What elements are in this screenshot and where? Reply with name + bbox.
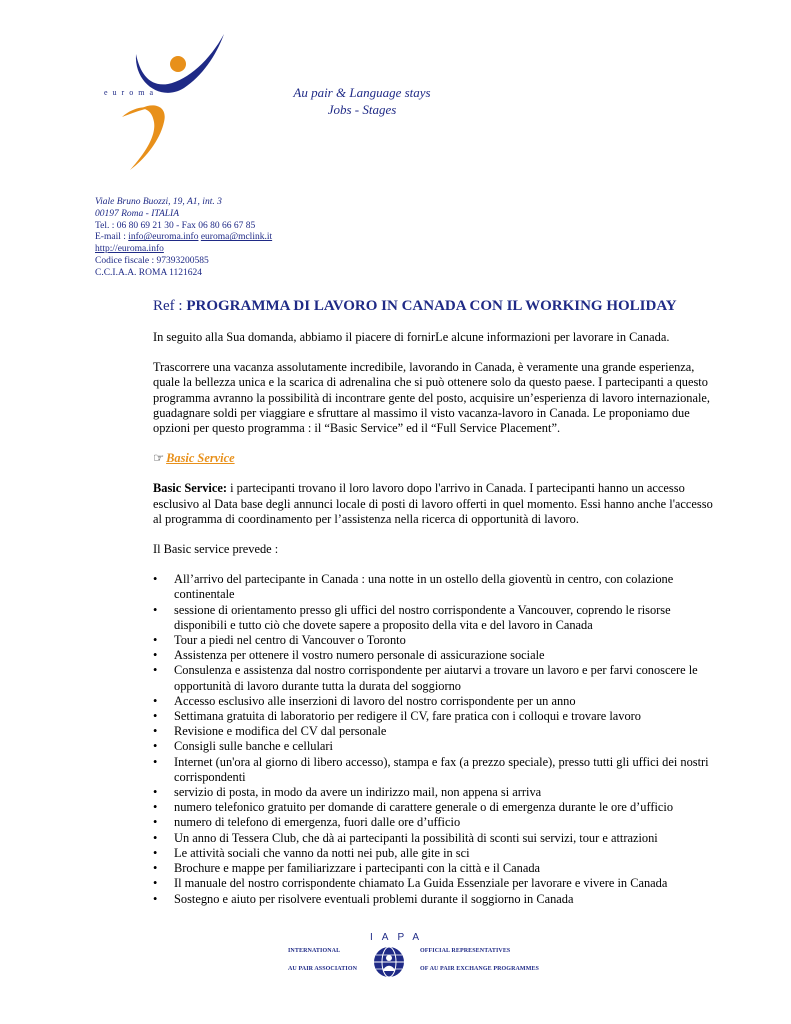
letter-body bbox=[153, 296, 713, 907]
bullet-icon: • bbox=[153, 663, 158, 678]
list-item: • Accesso esclusivo alle inserzioni di lavoro del nostro corrispondente per un anno bbox=[153, 693, 576, 708]
bullet-icon: • bbox=[153, 602, 158, 617]
bullet-icon: • bbox=[153, 572, 158, 587]
basic-service-text: i partecipanti trovano il loro lavoro dopo l'arrivo in Canada. I partecipanti hanno un accesso esclusivo al Data base degli annunci locale di posti di lavoro offerti in quel momento. Essi hanno anche l'accesso al programma di coordinamento per l’assistenza nella ricerca di opportunità di lavoro. bbox=[153, 481, 713, 526]
basic-service-paragraph bbox=[153, 481, 713, 527]
basic-service-heading bbox=[153, 451, 713, 466]
iapa-letters: IAPA bbox=[370, 932, 429, 943]
list-item: • sessione di orientamento presso gli uffici del nostro corrispondente a Vancouver, coprendo le risorse disponibili e tutto ciò che dovete sapere a proposito della vita e del lavoro in Canada bbox=[153, 602, 671, 632]
footer-left-line-2: AU PAIR ASSOCIATION bbox=[288, 966, 358, 972]
website-link[interactable]: http://euroma.info bbox=[95, 244, 164, 255]
bullet-icon: • bbox=[153, 815, 158, 830]
list-item: • Il manuale del nostro corrispondente chiamato La Guida Essenziale per lavorare e vivere in Canada bbox=[153, 876, 668, 891]
footer-left-line-1: INTERNATIONAL bbox=[288, 948, 341, 954]
bullet-icon: • bbox=[153, 633, 158, 648]
email-link-mclink[interactable]: euroma@mclink.it bbox=[200, 232, 273, 243]
list-item: • All’arrivo del partecipante in Canada : una notte in un ostello della gioventù in centro, con colazione continentale bbox=[153, 572, 674, 602]
list-item: • Revisione e modifica del CV dal personale bbox=[153, 724, 387, 739]
bullet-icon: • bbox=[153, 830, 158, 845]
iapa-footer bbox=[280, 928, 560, 984]
list-item: • Sostegno e aiuto per risolvere eventuali problemi durante il soggiorno in Canada bbox=[153, 891, 574, 906]
codice-fiscale: Codice fiscale : 97393200585 bbox=[95, 255, 209, 266]
list-item: • Consulenza e assistenza dal nostro corrispondente per aiutarvi a trovare un lavoro e per farvi conoscere le opportunità di lavoro durante tutta la durata del soggiorno bbox=[153, 663, 698, 693]
euroma-logo bbox=[84, 22, 234, 180]
email-link-info[interactable]: info@euroma.info bbox=[128, 232, 199, 243]
footer-right-line-1: OFFICIAL REPRESENTATIVES bbox=[420, 948, 511, 954]
bullet-icon: • bbox=[153, 845, 158, 860]
list-item: • numero telefonico gratuito per domande di carattere generale o di emergenza durante le ore d’ufficio bbox=[153, 800, 674, 815]
globe-icon bbox=[373, 946, 405, 978]
list-item: • Le attività sociali che vanno da notti nei pub, alle gite in sci bbox=[153, 845, 470, 860]
tagline bbox=[252, 84, 472, 118]
list-item: • Consigli sulle banche e cellulari bbox=[153, 739, 333, 754]
address-street: Viale Bruno Buozzi, 19, A1, int. 3 bbox=[95, 197, 222, 207]
basic-service-lead: Basic Service: bbox=[153, 481, 227, 496]
list-item: • numero di telefono di emergenza, fuori dalle ore d’ufficio bbox=[153, 815, 461, 830]
reference-line bbox=[153, 296, 713, 316]
tagline-line-2: Jobs - Stages bbox=[327, 102, 397, 117]
intro-paragraph: In seguito alla Sua domanda, abbiamo il piacere di fornirLe alcune informazioni per lavorare in Canada. bbox=[153, 330, 670, 344]
ref-label: Ref : bbox=[153, 298, 187, 314]
bullet-icon: • bbox=[153, 709, 158, 724]
description-paragraph: Trascorrere una vacanza assolutamente incredibile, lavorando in Canada, è veramente una grande esperienza, quale la bellezza unica e la scarica di adrenalina che si può ottenere solo da questo paese. I partecipanti a questo programma avranno la possibilità di incontrare gente del posto, acquisire un’esperienza di lavoro internazionale, guadagnare soldi per viaggiare e sfruttare al massimo il visto vacanza-lavoro in Canada. Le proponiamo due opzioni per questo programma : il “Basic Service” ed il “Full Service Placement”. bbox=[153, 360, 711, 436]
ref-subject: PROGRAMMA DI LAVORO IN CANADA CON IL WORKING HOLIDAY bbox=[186, 298, 677, 314]
bullet-icon: • bbox=[153, 754, 158, 769]
provides-line: Il Basic service prevede : bbox=[153, 542, 279, 557]
address-phone: Tel. : 06 80 69 21 30 - Fax 06 80 66 67 85 bbox=[95, 220, 256, 231]
logo-text: euroma bbox=[104, 88, 158, 97]
services-list bbox=[153, 572, 713, 906]
list-item: • servizio di posta, in modo da avere un indirizzo mail, non appena si arriva bbox=[153, 785, 542, 800]
bullet-icon: • bbox=[153, 693, 158, 708]
address-city: 00197 Roma - ITALIA bbox=[95, 208, 179, 219]
footer-right-line-2: OF AU PAIR EXCHANGE PROGRAMMES bbox=[420, 966, 539, 972]
bullet-icon: • bbox=[153, 739, 158, 754]
email-label: E-mail : bbox=[95, 232, 129, 243]
bullet-icon: • bbox=[153, 891, 158, 906]
tagline-line-1: Au pair & Language stays bbox=[293, 85, 431, 100]
cciaa: C.C.I.A.A. ROMA 1121624 bbox=[95, 267, 203, 278]
list-item: • Brochure e mappe per familiarizzare i partecipanti con la città e il Canada bbox=[153, 861, 541, 876]
address-email-line bbox=[95, 232, 355, 244]
list-item: • Settimana gratuita di laboratorio per redigere il CV, fare pratica con i colloqui e trovare lavoro bbox=[153, 709, 641, 724]
logo-graphic bbox=[84, 22, 234, 180]
list-item: • Internet (un'ora al giorno di libero accesso), stampa e fax (a prezzo speciale), presso tutti gli uffici dei nostri corrispondenti bbox=[153, 754, 709, 784]
list-item: • Un anno di Tessera Club, che dà ai partecipanti la possibilità di sconti sui servizi, tour e attrazioni bbox=[153, 830, 658, 845]
bullet-icon: • bbox=[153, 648, 158, 663]
bullet-icon: • bbox=[153, 861, 158, 876]
list-item: • Assistenza per ottenere il vostro numero personale di assicurazione sociale bbox=[153, 648, 545, 663]
address-block bbox=[95, 197, 355, 280]
bullet-icon: • bbox=[153, 785, 158, 800]
list-item: • Tour a piedi nel centro di Vancouver o Toronto bbox=[153, 633, 406, 648]
bullet-icon: • bbox=[153, 724, 158, 739]
pointing-hand-icon: ☞ bbox=[153, 451, 165, 466]
bullet-icon: • bbox=[153, 800, 158, 815]
bullet-icon: • bbox=[153, 876, 158, 891]
basic-service-heading-text: Basic Service bbox=[166, 451, 235, 466]
